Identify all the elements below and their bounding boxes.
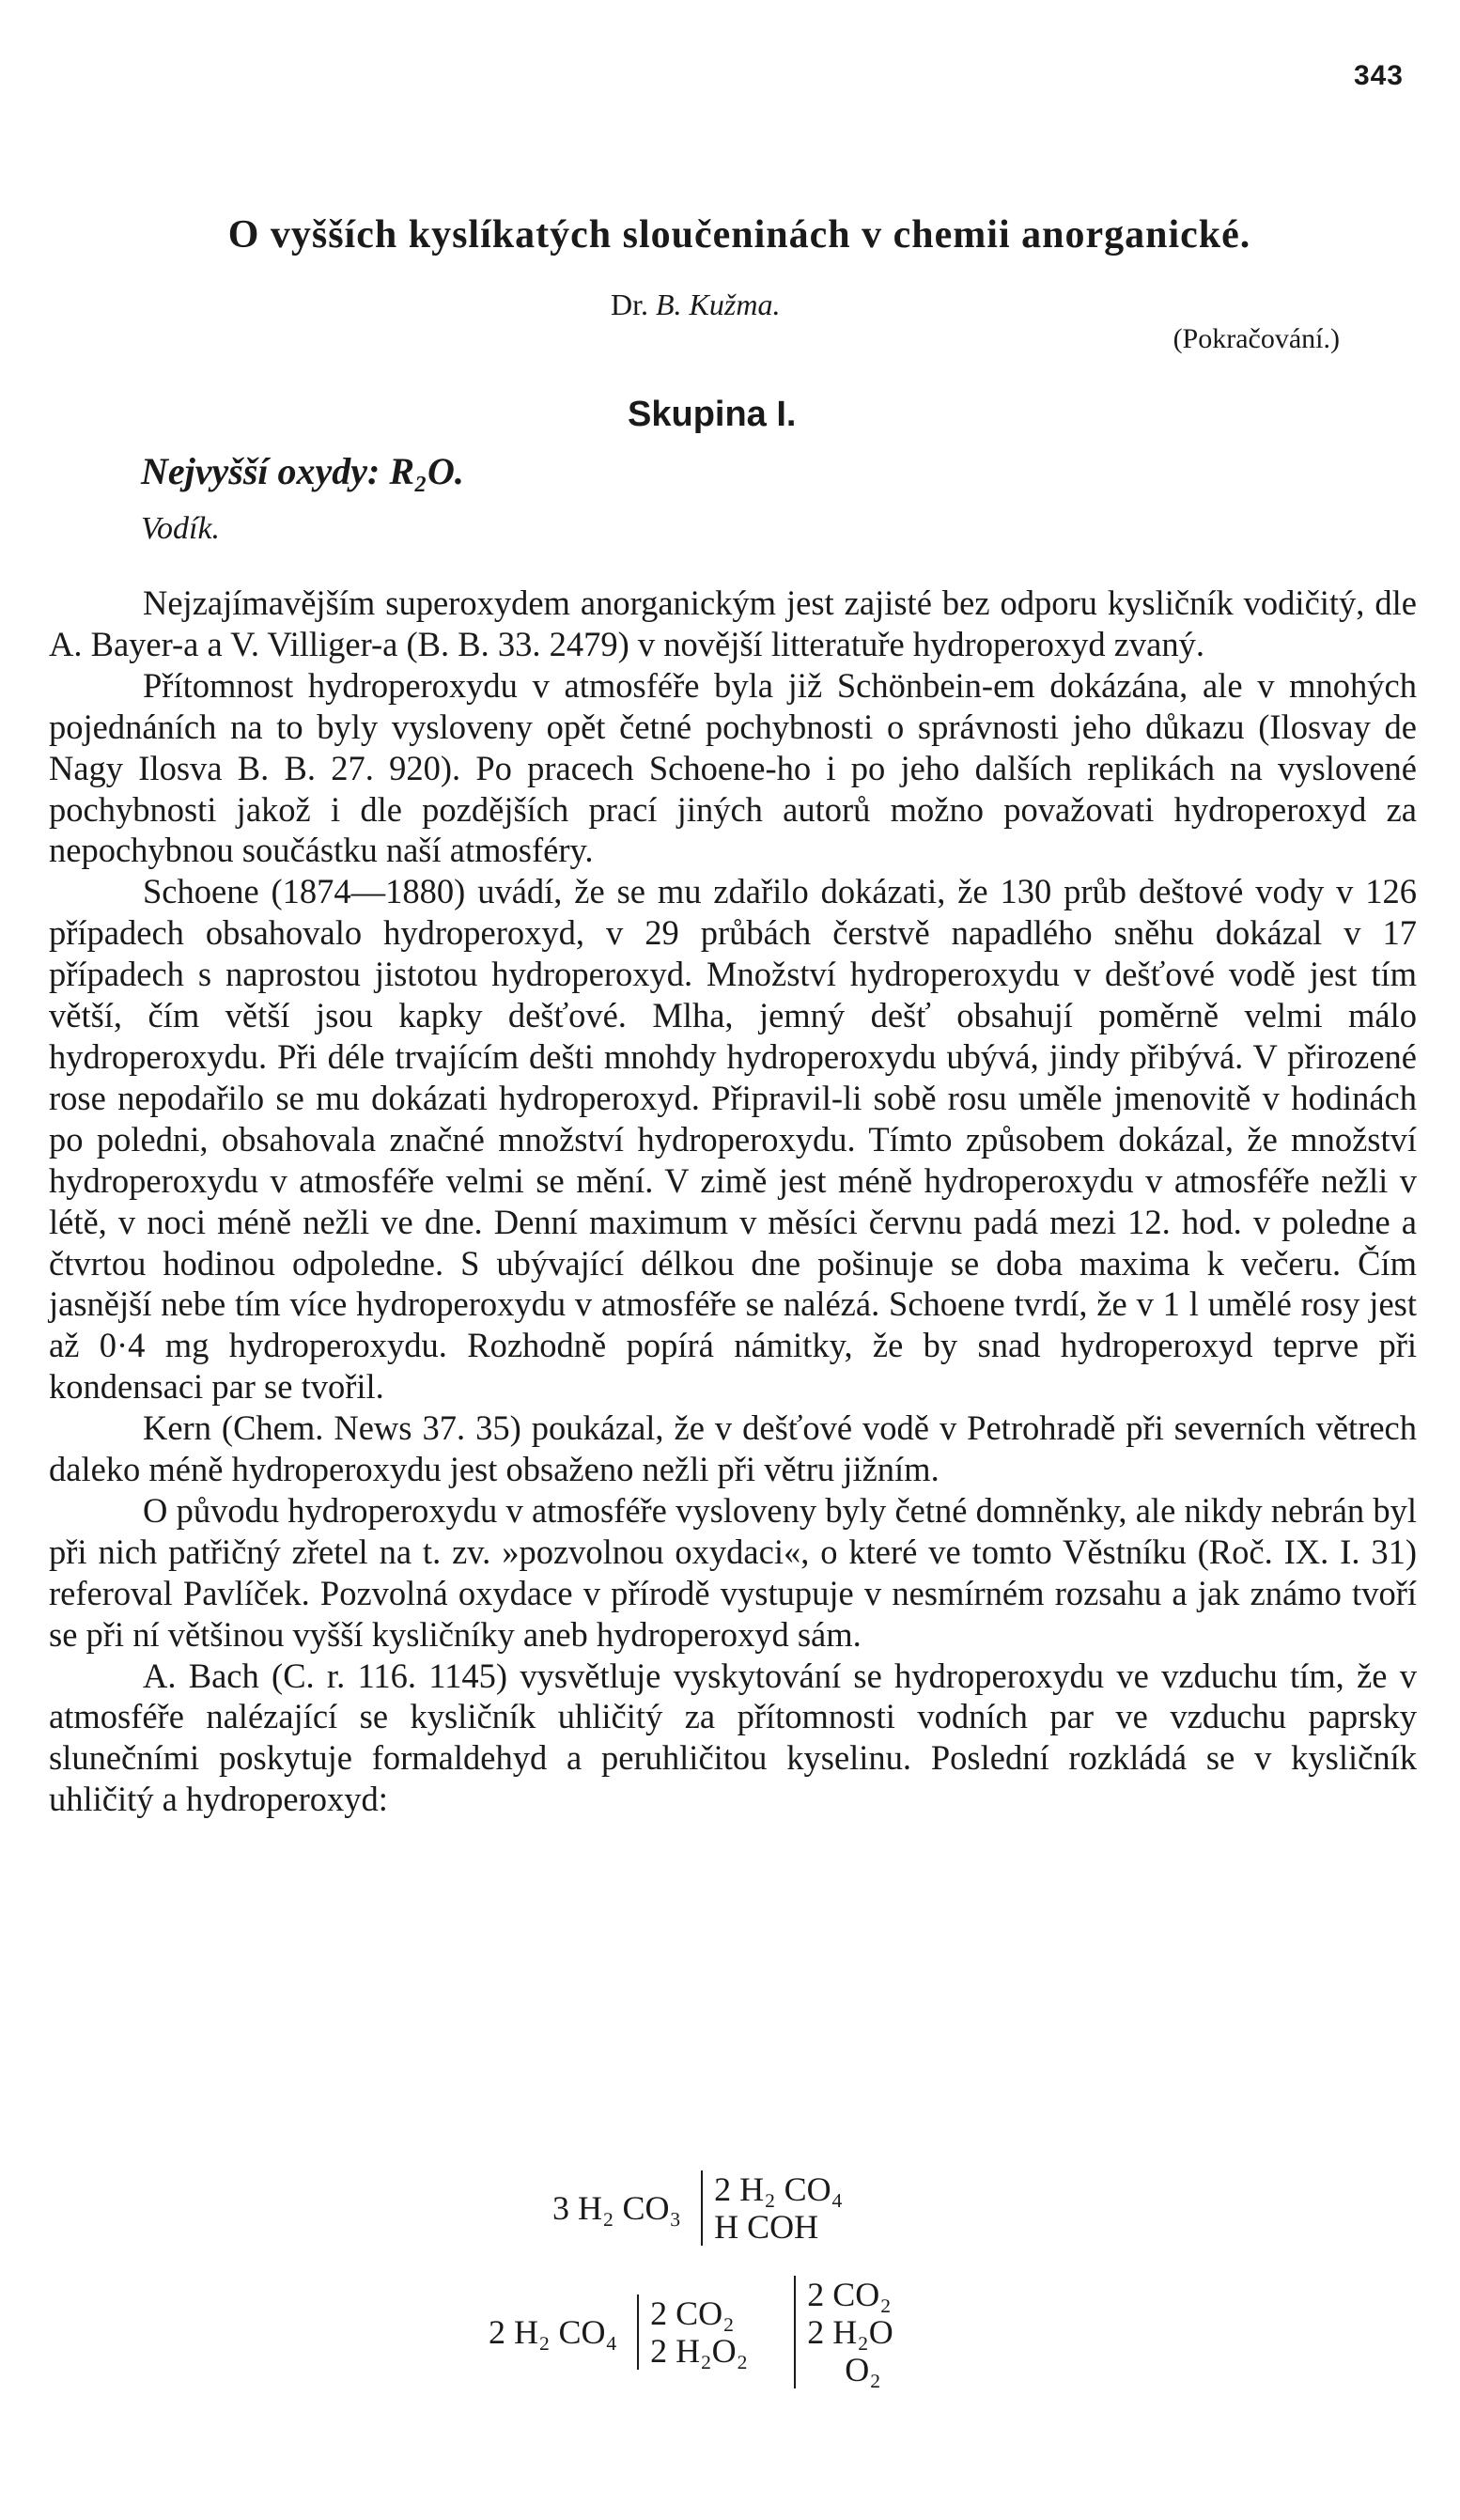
paragraph-2: Přítomnost hydroperoxydu v atmosféře byla již Schönbein-em dokázána, ale v mnohých pojednáních na to byly vysloveny opět četné pochybnosti o správnosti jeho důkazu (Ilosvay de Nagy Ilosva B. B. 27. 920). Po pracech Schoene-ho i po jeho dalších replikách na vyslovené pochybnosti jakož i dle pozdějších prací jiných autorů možno považovati hydroperoxyd za nepochybnou součástku naší atmosféry.	[49, 665, 1417, 870]
paragraph-4: Kern (Chem. News 37. 35) poukázal, že v dešťové vodě v Petrohradě při severních větrech daleko méně hydroperoxydu jest obsaženo nežli při větru jižním.	[49, 1408, 1417, 1489]
equation-1-right-bottom: H COH	[714, 2208, 819, 2246]
equation-1-left: 3 H₂ CO₃	[552, 2189, 682, 2227]
section-heading: Skupina I.	[628, 395, 797, 434]
equation-2-mid	[637, 2294, 748, 2370]
equation-1	[552, 2170, 843, 2246]
article-body	[49, 583, 1417, 1820]
equation-1-right-top: 2 H₂ CO₄	[714, 2170, 844, 2208]
article-title: O vyšších kyslíkatých sloučeninách v chemii anorganické.	[227, 213, 1251, 257]
paragraph-3: Schoene (1874—1880) uvádí, že se mu zdařilo dokázati, že 130 průb deštové vody v 126 případech obsahovalo hydroperoxyd, v 29 průbách čerstvě napadlého sněhu dokázal v 17 případech s naprostou jistotou hydroperoxyd. Množství hydroperoxydu v dešťové vodě jest tím větší, čím větší jsou kapky dešťové. Mlha, jemný dešť obsahují poměrně velmi málo hydroperoxydu. Při déle trvajícím dešti mnohdy hydroperoxydu ubývá, jindy přibývá. V přirozené rose nepodařilo se mu dokázati hydroperoxyd. Připravil-li sobě rosu uměle jmenovitě v hodinách po poledni, obsahovala značné množství hydroperoxydu. Tímto způsobem dokázal, že množství hydroperoxydu v atmosféře velmi se mění. V zimě jest méně hydroperoxydu v atmosféře nežli v létě, v noci méně nežli ve dne. Denní maximum v měsíci červnu padá mezi 12. hod. v poledne a čtvrtou hodinou odpoledne. S ubývající délkou dne pošinuje se doba maxima k večeru. Čím jasnější nebe tím více hydroperoxydu v atmosféře se nalézá. Schoene tvrdí, že v 1 l umělé rosy jest až 0·4 mg hydroperoxydu. Rozhodně popírá námitky, že by snad hydroperoxyd teprve při kondensaci par se tvořil.	[49, 872, 1417, 1407]
continued-note: (Pokračování.)	[1173, 323, 1340, 354]
equation-1-right	[701, 2170, 843, 2246]
oxides-heading: Nejvyšší oxydy: R₂O.	[141, 450, 464, 492]
element-heading: Vodík.	[141, 511, 221, 546]
author-name: B. Kužma.	[656, 288, 781, 321]
equation-2-right-top: 2 CO₂	[807, 2276, 892, 2313]
equation-2-mid-bottom: 2 H₂O₂	[650, 2332, 749, 2370]
author-line	[611, 288, 780, 322]
paragraph-5: O původu hydroperoxydu v atmosféře vysloveny byly četné domněnky, ale nikdy nebrán byl při nich patřičný zřetel na t. zv. »pozvolnou oxydaci«, o které ve tomto Věstníku (Roč. IX. I. 31) referoval Pavlíček. Pozvolná oxydace v přírodě vystupuje v nesmírném rozsahu a jak známo tvoří se při ní většinou vyšší kysličníky aneb hydroperoxyd sám.	[49, 1490, 1417, 1654]
paragraph-1: Nejzajímavějším superoxydem anorganickým jest zajisté bez odporu kysličník vodičitý, dle A. Bayer-a a V. Villiger-a (B. B. 33. 2479) v novější litteratuře hydroperoxyd zvaný.	[49, 583, 1417, 663]
equation-2	[489, 2276, 893, 2388]
equation-2-left: 2 H₂ CO₄	[489, 2313, 618, 2351]
equation-2-mid-top: 2 CO₂	[650, 2294, 735, 2332]
author-prefix: Dr.	[611, 288, 648, 321]
equation-2-right-bottom: O₂	[845, 2351, 881, 2388]
equation-2-right-mid: 2 H₂O	[807, 2313, 893, 2351]
paragraph-6: A. Bach (C. r. 116. 1145) vysvětluje vyskytování se hydroperoxydu ve vzduchu tím, že v atmosféře nalézající se kysličník uhličitý za přítomnosti vodních par ve vzduchu paprsky slunečními poskytuje formaldehyd a peruhličitou kyselinu. Poslední rozkládá se v kysličník uhličitý a hydroperoxyd:	[49, 1656, 1417, 1819]
equation-2-right	[794, 2276, 893, 2388]
page-number: 343	[1353, 60, 1404, 91]
